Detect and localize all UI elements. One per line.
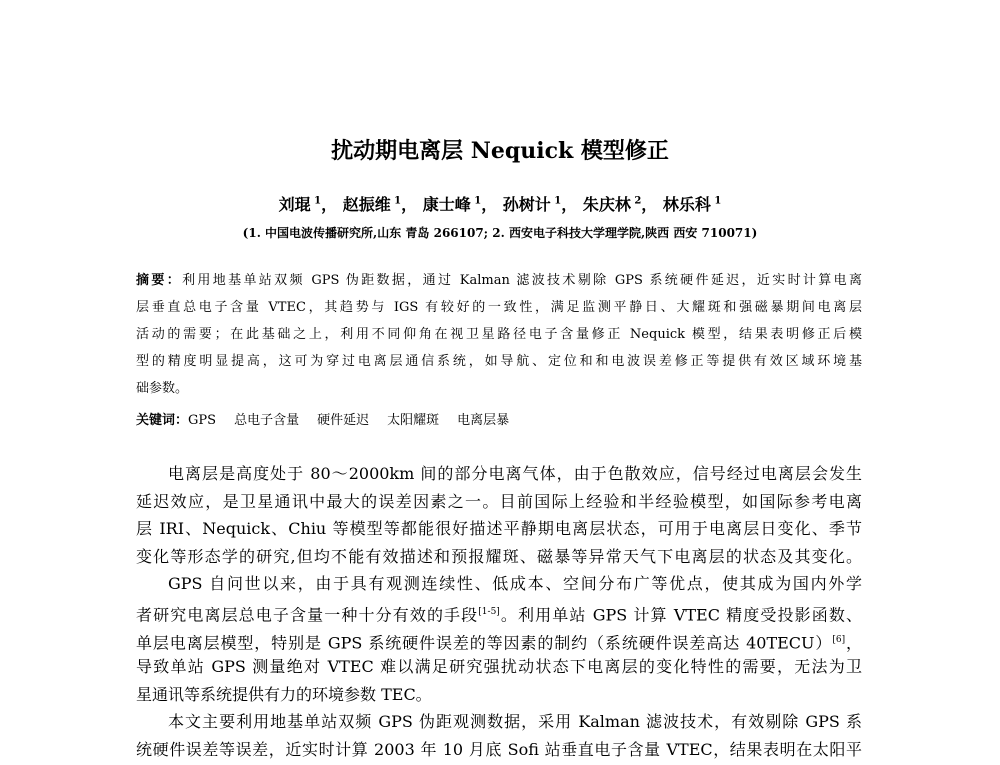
body-text-span: 变化等形态学的研究,但均不能有效描述和预报耀斑、磁暴等异常天气下电离层的状态及其变化。 (136, 546, 862, 566)
body-text-span: 统硬件误差等误差，近实时计算 2003 年 10 月底 Sofi 站垂直电子含量 VTEC，结果表明在太阳平 (136, 739, 862, 759)
body-text-span: 本文主要利用地基单站双频 GPS 伪距观测数据，采用 Kalman 滤波技术，有效剔除 GPS 系 (168, 712, 862, 732)
author-name: 朱庆林 (582, 195, 631, 214)
body-line (136, 489, 862, 517)
author-name: 林乐科 (662, 195, 711, 214)
citation: [1-5] (478, 606, 500, 617)
body-line (136, 544, 862, 572)
author-affiliation-mark: 1 (710, 195, 722, 207)
keywords (136, 409, 527, 428)
body-text-span: GPS 自问世以来，由于具有观测连续性、低成本、空间分布广等优点，使其成为国内外学 (168, 574, 862, 594)
author-affiliation-mark: 1 (470, 195, 482, 207)
body-line (136, 571, 862, 599)
body-line (136, 627, 862, 655)
abstract-text: 型的精度明显提高，这可为穿过电离层通信系统，如导航、定位和和电波误差修正等提供有效区域环境基 (136, 354, 862, 369)
body-text-span: ， (845, 632, 862, 652)
keywords-label: 关键词： (136, 413, 189, 428)
body-text-span: 。利用单站 GPS 计算 VTEC 精度受投影函数、 (499, 605, 862, 625)
body-text-span: 者研究电离层总电子含量一种十分有效的手段 (136, 605, 479, 625)
abstract-line (136, 270, 862, 297)
body-text (136, 461, 862, 765)
abstract (136, 270, 862, 405)
keyword: 太阳耀斑 (387, 413, 440, 428)
keyword: 总电子含量 (234, 413, 300, 428)
author-name: 孙树计 (502, 195, 551, 214)
body-line (136, 737, 862, 765)
body-line (136, 709, 862, 737)
author-affiliation-mark: 1 (550, 195, 562, 207)
affiliations: (1. 中国电波传播研究所,山东 青岛 266107; 2. 西安电子科技大学理学院,陕西 西安 710071) (242, 226, 758, 240)
author-affiliation-mark: 2 (630, 195, 642, 207)
body-line (136, 599, 862, 627)
body-line (136, 461, 862, 489)
author-name: 刘琨 (278, 195, 311, 214)
body-text-span: 电离层是高度处于 80～2000km 间的部分电离气体，由于色散效应，信号经过电离层会发生 (168, 464, 862, 483)
citation: [6] (832, 634, 846, 645)
keyword: GPS (188, 413, 217, 428)
body-text-span: 星通讯等系统提供有力的环境参数 TEC。 (136, 684, 432, 704)
abstract-line (136, 324, 862, 351)
body-line (136, 682, 862, 710)
abstract-text: 利用地基单站双频 GPS 伪距数据，通过 Kalman 滤波技术剔除 GPS 系统硬件延迟，近实时计算电离 (182, 273, 862, 288)
body-text-span: 导致单站 GPS 测量绝对 VTEC 难以满足研究强扰动状态下电离层的变化特性的需要，无法为卫 (136, 657, 862, 677)
body-text-span: 延迟效应，是卫星通讯中最大的误差因素之一。目前国际上经验和半经验模型，如国际参考电离 (136, 491, 862, 511)
abstract-text: 层垂直总电子含量 VTEC，其趋势与 IGS 有较好的一致性，满足监测平静日、大耀斑和强磁暴期间电离层 (136, 300, 862, 315)
paper-title: 扰动期电离层 Nequick 模型修正 (331, 138, 669, 164)
author-affiliation-mark: 1 (390, 195, 402, 207)
abstract-line (136, 378, 862, 405)
author-name: 赵振维 (342, 195, 391, 214)
body-text-span: 层 IRI、Nequick、Chiu 等模型等都能很好描述平静期电离层状态，可用于电离层日变化、季节 (136, 519, 862, 539)
keyword: 硬件延迟 (317, 413, 370, 428)
author-name: 康士峰 (422, 195, 471, 214)
author-affiliation-mark: 1 (310, 195, 322, 207)
abstract-line (136, 351, 862, 378)
abstract-line (136, 297, 862, 324)
body-line (136, 516, 862, 544)
abstract-label: 摘要： (136, 273, 183, 288)
body-text-span: 单层电离层模型，特别是 GPS 系统硬件误差的等因素的制约（系统硬件误差高达 40TECU） (136, 632, 833, 652)
body-line (136, 654, 862, 682)
keyword: 电离层暴 (457, 413, 510, 428)
author-list: 刘琨 $^1$， 赵振维 $^1$， 康士峰 $^1$， 孙树计 $^1$， 朱庆林 $^2$， 林乐科 $^1$ (278, 195, 722, 214)
abstract-text: 础参数。 (136, 381, 189, 396)
abstract-text: 活动的需要；在此基础之上，利用不同仰角在视卫星路径电子含量修正 Nequick 模型，结果表明修正后模 (136, 327, 862, 342)
